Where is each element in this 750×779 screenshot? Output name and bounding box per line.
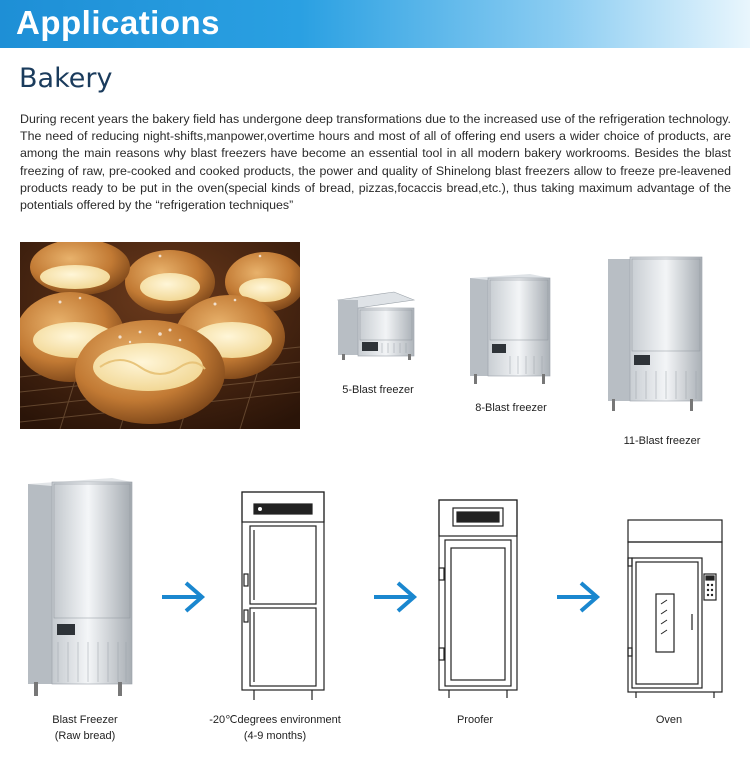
oven-drawing: [626, 518, 724, 700]
blast-freezer-caption-line2: (Raw bread): [54, 730, 116, 742]
five-blast-freezer-image: [334, 290, 416, 362]
eleven-blast-freezer-image: [606, 255, 704, 415]
environment-caption: [205, 712, 345, 744]
blast-freezer-caption: [40, 712, 130, 744]
proofer-caption: Proofer: [456, 714, 494, 726]
page-title: Applications: [16, 4, 221, 41]
environment-caption-line2: (4-9 months): [243, 730, 307, 742]
freezer-cabinet-drawing: [240, 490, 326, 702]
header-banner: [0, 0, 750, 48]
oven-caption: Oven: [655, 714, 683, 726]
blast-freezer-raw-bread-image: [26, 478, 134, 698]
arrow-right-icon: [555, 580, 601, 614]
proofer-drawing: [437, 498, 519, 700]
environment-caption-line1: -20℃degrees environment: [209, 714, 341, 726]
eight-blast-freezer-image: [468, 274, 552, 386]
eleven-blast-caption: 11-Blast freezer: [623, 435, 701, 447]
blast-freezer-caption-line1: Blast Freezer: [52, 714, 118, 726]
arrow-right-icon: [160, 580, 206, 614]
intro-paragraph: During recent years the bakery field has undergone deep transformations due to the increased use of the refrigeration technology. The need of reducing night-shifts,manpower,overtime hours and most of all of offering end users a wider choice of products, are among the main reasons why blast freezers have become an essential tool in all modern bakery workrooms. Besides the blast freezing of raw, pre-cooked and cooked products, the power and quality of Shinelong blast freezers allow to freeze pre-leavened products ready to be put in the oven(special kinds of bread, pizzas,focaccis bread,etc.), thus taking maximum advantage of the potentials offered by the “refrigeration techniques”: [20, 112, 731, 213]
arrow-right-icon: [372, 580, 418, 614]
cream-puff-photo: [20, 242, 300, 429]
five-blast-caption: 5-Blast freezer: [342, 384, 414, 396]
eight-blast-caption: 8-Blast freezer: [475, 402, 547, 414]
section-title: Bakery: [19, 63, 113, 94]
